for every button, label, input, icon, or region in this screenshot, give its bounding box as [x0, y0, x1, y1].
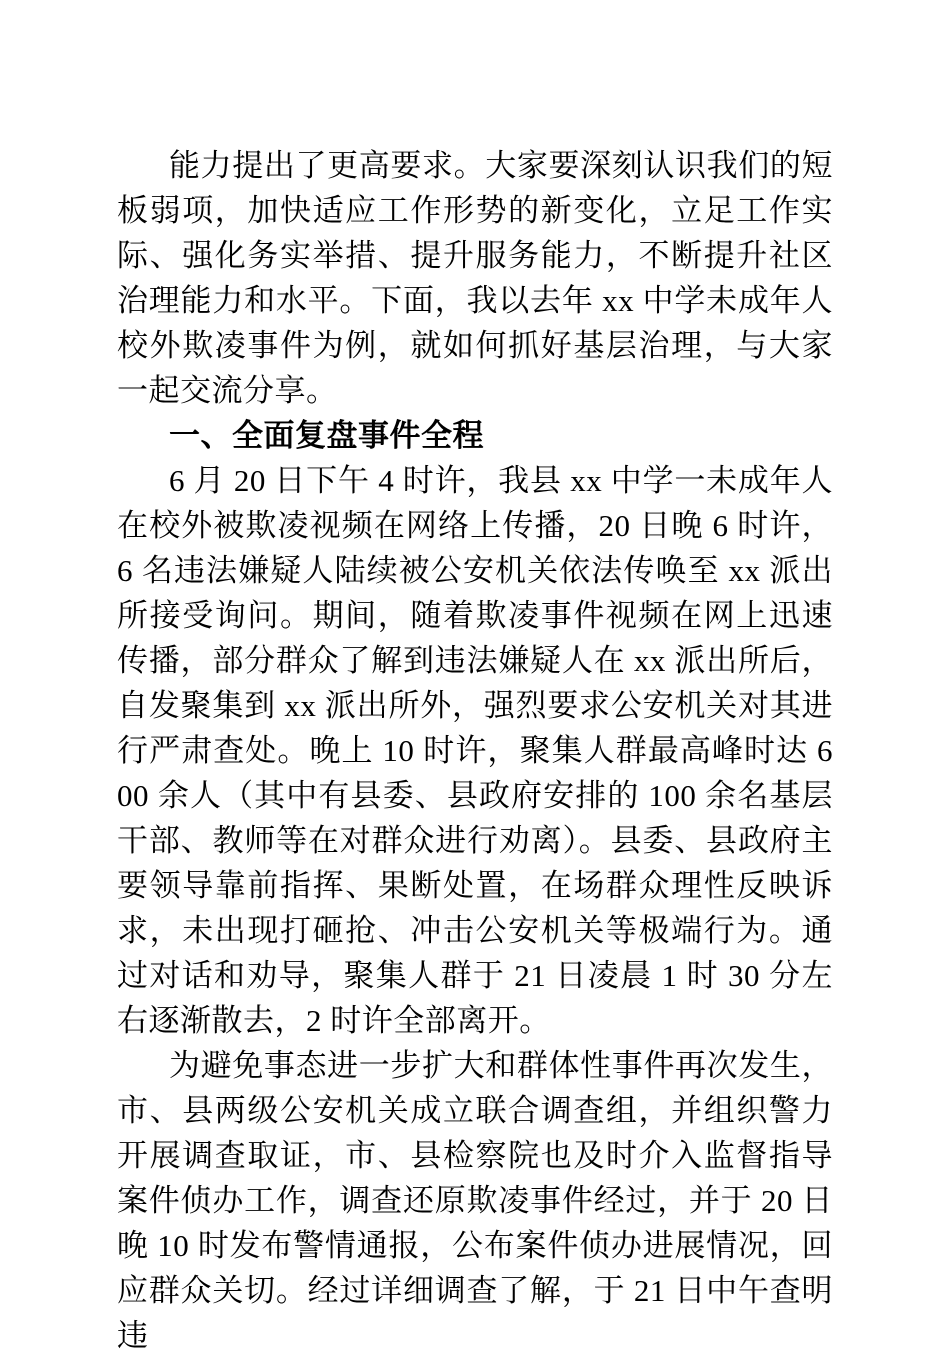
paragraph-investigation: 为避免事态进一步扩大和群体性事件再次发生，市、县两级公安机关成立联合调查组，并组织警力开展调查取证，市、县检察院也及时介入监督指导案件侦办工作，调查还原欺凌事件经过，并于 20 日晚 10 时发布警情通报，公布案件侦办进展情况，回应群众关切。经过详细调查了解，于 21 日中午查明违 — [117, 1048, 833, 1353]
paragraph-intro: 能力提出了更高要求。大家要深刻认识我们的短板弱项，加快适应工作形势的新变化，立足工作实际、强化务实举措、提升服务能力，不断提升社区治理能力和水平。下面，我以去年 xx 中学未成年人校外欺凌事件为例，就如何抓好基层治理，与大家一起交流分享。 — [117, 148, 833, 408]
section-heading-review-incident: 一、全面复盘事件全程 — [169, 418, 484, 453]
paragraph-incident-timeline: 6 月 20 日下午 4 时许，我县 xx 中学一未成年人在校外被欺凌视频在网络上传播，20 日晚 6 时许，6 名违法嫌疑人陆续被公安机关依法传唤至 xx 派出所接受询问。期间，随着欺凌事件视频在网上迅速传播，部分群众了解到违法嫌疑人在 xx 派出所后，自发聚集到 xx 派出所外，强烈要求公安机关对其进行严肃查处。晚上 10 时许，聚集人群最高峰时达 600 余人（其中有县委、县政府安排的 100 余名基层干部、教师等在对群众进行劝离）。县委、县政府主要领导靠前指挥、果断处置，在场群众理性反映诉求，未出现打砸抢、冲击公安机关等极端行为。通过对话和劝导，聚集人群于 21 日凌晨 1 时 30 分左右逐渐散去，2 时许全部离开。 — [117, 463, 833, 1038]
document-body — [117, 143, 833, 1358]
